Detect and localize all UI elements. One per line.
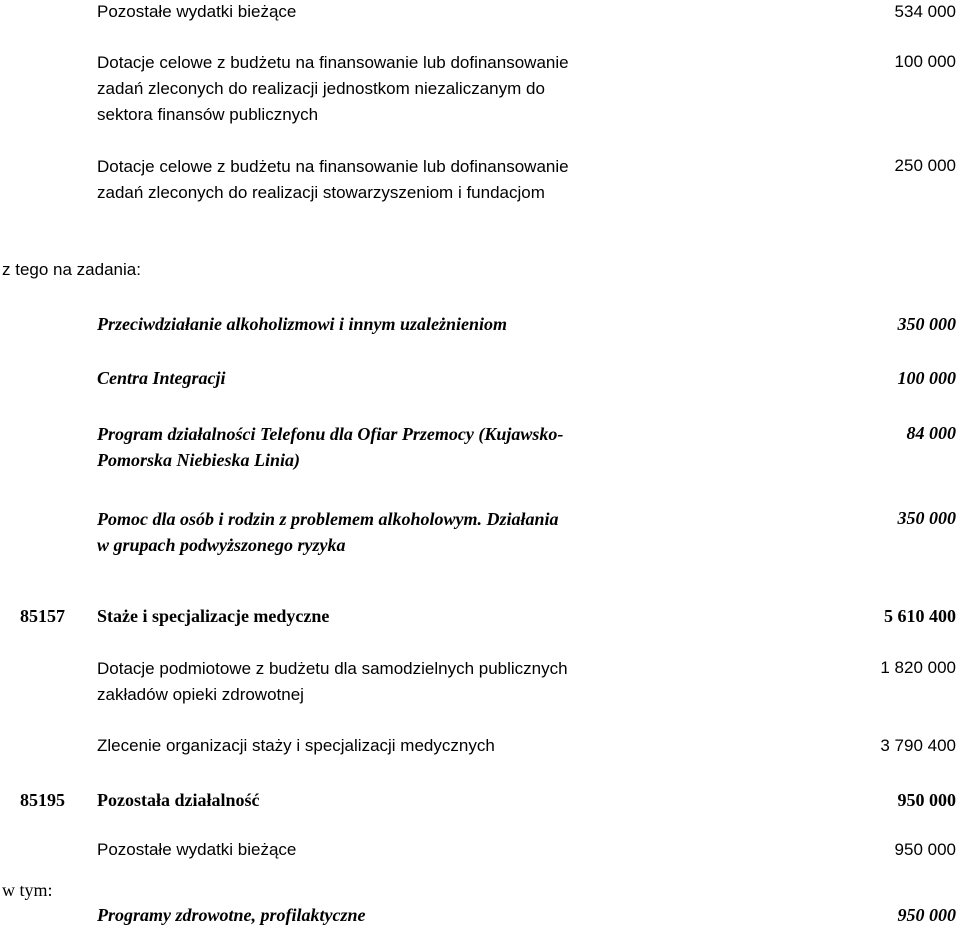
task-amount: 350 000 xyxy=(897,314,956,334)
expense-amount: 534 000 xyxy=(894,2,956,21)
z-tego-label: z tego na zadania: xyxy=(2,260,141,279)
program-label: Programy zdrowotne, profilaktyczne xyxy=(97,905,366,925)
task-label: Przeciwdziałanie alkoholizmowi i innym uzależnieniom xyxy=(97,314,508,334)
section-amount: 5 610 400 xyxy=(884,606,956,626)
item-amount: 950 000 xyxy=(894,840,956,859)
section-amount: 950 000 xyxy=(897,790,956,810)
item-label: Dotacje podmiotowe z budżetu dla samodzielnych publicznych zakładów opieki zdrowotnej xyxy=(97,659,568,704)
section-title: Staże i specjalizacje medyczne xyxy=(97,606,330,626)
task-amount: 350 000 xyxy=(897,508,956,528)
section-code: 85157 xyxy=(20,606,65,626)
item-amount: 3 790 400 xyxy=(880,736,956,755)
task-label: Pomoc dla osób i rodzin z problemem alkoholowym. Działania w grupach podwyższonego ryzyka xyxy=(97,509,559,555)
expense-amount: 250 000 xyxy=(894,156,956,175)
expense-label: Dotacje celowe z budżetu na finansowanie lub dofinansowanie zadań zleconych do realizacji stowarzyszeniom i fundacjom xyxy=(97,157,569,202)
item-amount: 1 820 000 xyxy=(880,658,956,677)
task-amount: 84 000 xyxy=(906,423,956,443)
task-label: Program działalności Telefonu dla Ofiar Przemocy (Kujawsko- Pomorska Niebieska Linia) xyxy=(97,424,564,470)
task-amount: 100 000 xyxy=(897,368,956,388)
w-tym-label: w tym: xyxy=(2,880,53,900)
task-label: Centra Integracji xyxy=(97,368,226,388)
program-amount: 950 000 xyxy=(897,905,956,925)
section-code: 85195 xyxy=(20,790,65,810)
item-label: Pozostałe wydatki bieżące xyxy=(97,840,297,859)
item-label: Zlecenie organizacji staży i specjalizacji medycznych xyxy=(97,736,495,755)
section-title: Pozostała działalność xyxy=(97,790,260,810)
expense-label: Pozostałe wydatki bieżące xyxy=(97,2,297,21)
expense-label: Dotacje celowe z budżetu na finansowanie lub dofinansowanie zadań zleconych do realizacji jednostkom niezaliczanym do sektora finansów publicznych xyxy=(97,53,569,124)
expense-amount: 100 000 xyxy=(894,52,956,71)
